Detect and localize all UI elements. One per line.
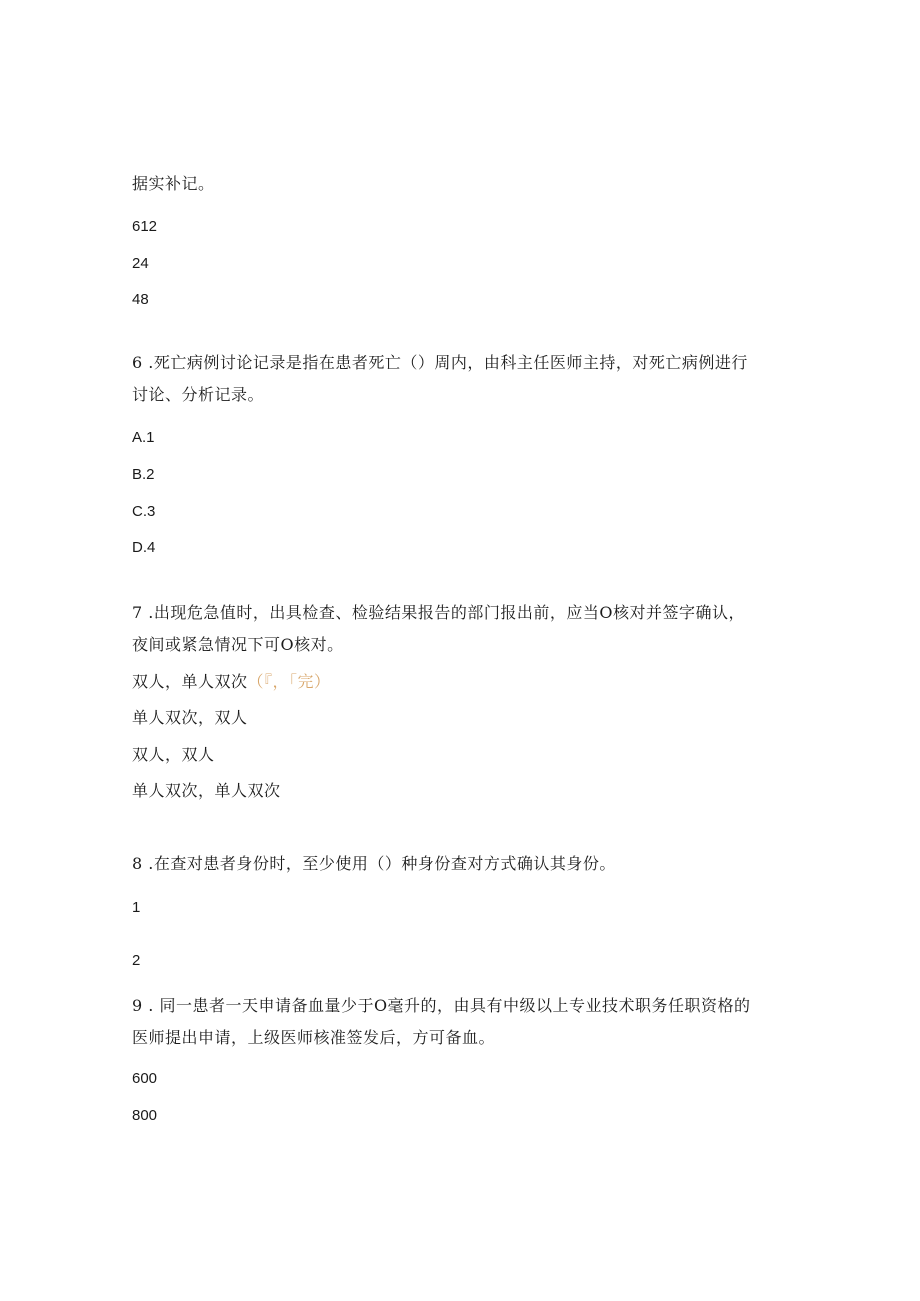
question-7-option-4: 单人双次，单人双次 <box>132 781 281 800</box>
question-6-option-c: C.3 <box>132 503 156 520</box>
question-8-line-1: 8 .在查对患者身份时，至少使用（）种身份查对方式确认其身份。 <box>132 854 616 873</box>
question-9-option-1: 600 <box>132 1070 158 1087</box>
question-7-option-1 <box>132 672 331 692</box>
question-9-line-2: 医师提出申请，上级医师核准签发后，方可备血。 <box>132 1028 496 1047</box>
prev-question-tail: 据实补记。 <box>132 174 215 193</box>
question-6-option-b: B.2 <box>132 466 155 483</box>
question-8-option-1: 1 <box>132 899 141 916</box>
question-7-line-2: 夜间或紧急情况下可O核对。 <box>132 635 344 654</box>
question-9-line-1: 9 . 同一患者一天申请备血量少于O毫升的，由具有中级以上专业技术职务任职资格的 <box>132 996 751 1015</box>
question-7-option-2: 单人双次，双人 <box>132 708 248 727</box>
prev-option-2: 24 <box>132 255 149 272</box>
question-7-option-1-text: 双人，单人双次 <box>132 672 248 691</box>
question-7-line-1: 7 .出现危急值时，出具检查、检验结果报告的部门报出前，应当O核对并签字确认， <box>132 603 745 622</box>
question-9-option-2: 800 <box>132 1107 158 1124</box>
question-6-option-d: D.4 <box>132 539 156 556</box>
prev-option-3: 48 <box>132 291 149 308</box>
prev-option-1: 612 <box>132 218 158 235</box>
question-8-option-2: 2 <box>132 952 141 969</box>
answer-mark: （『，「完） <box>247 672 331 691</box>
question-6-line-2: 讨论、分析记录。 <box>132 385 265 404</box>
question-7-option-3: 双人，双人 <box>132 745 215 764</box>
question-6-option-a: A.1 <box>132 429 155 446</box>
question-6-line-1: 6 .死亡病例讨论记录是指在患者死亡（）周内，由科主任医师主持，对死亡病例进行 <box>132 353 748 372</box>
